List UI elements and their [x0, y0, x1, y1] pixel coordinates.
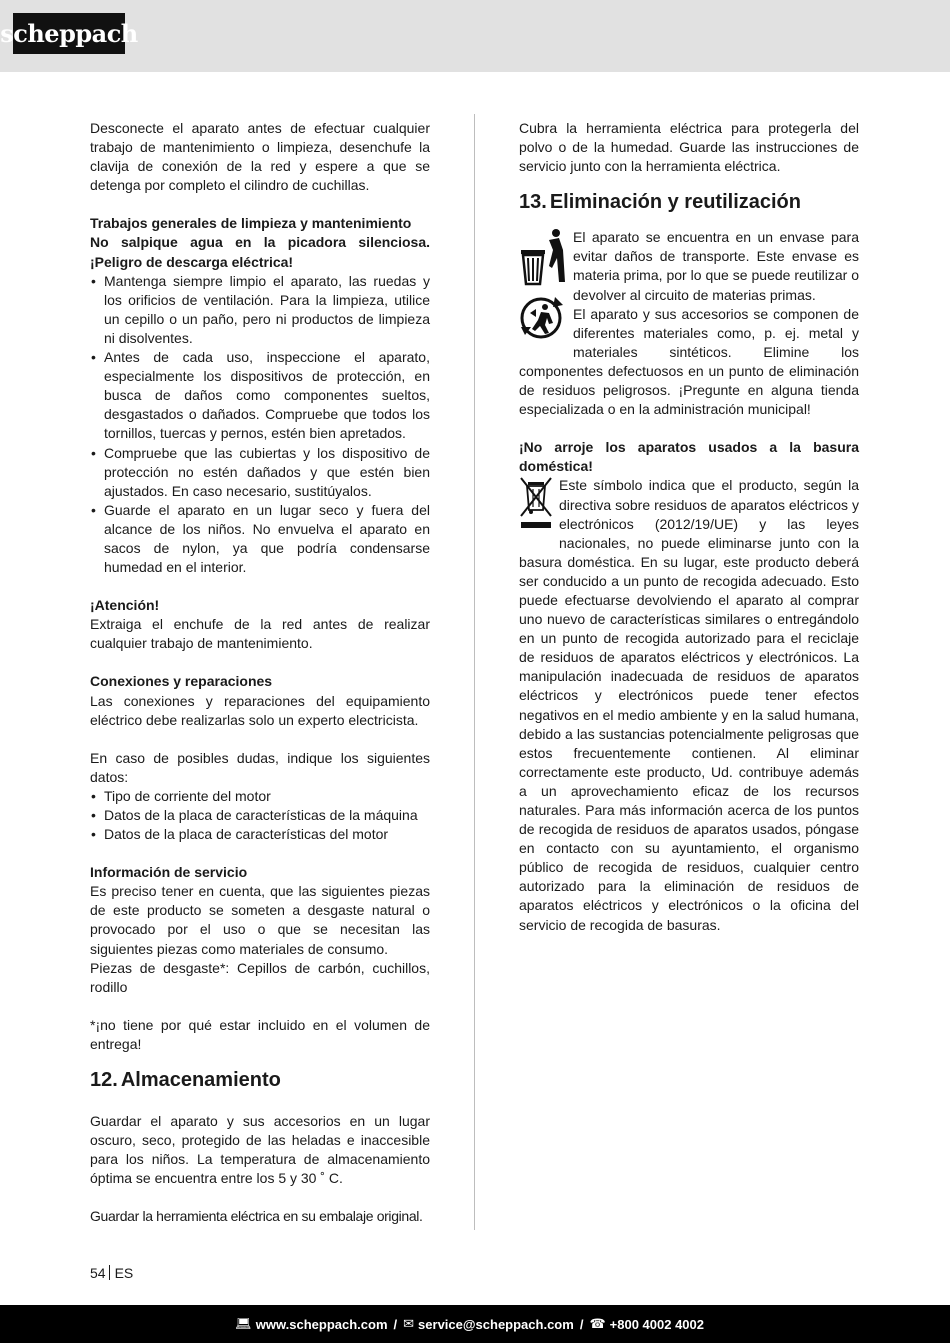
- scheppach-logo: scheppach: [13, 13, 125, 54]
- email-link[interactable]: service@scheppach.com: [418, 1316, 574, 1332]
- phone-number[interactable]: +800 4002 4002: [609, 1316, 704, 1332]
- cleaning-list: [90, 272, 430, 578]
- recycle-icon: [519, 295, 567, 341]
- column-divider: [474, 114, 475, 1230]
- cover-paragraph: Cubra la herramienta eléctrica para protegerla del polvo o de la humedad. Guarde las instrucciones de servicio junto con la herramienta eléctrica.: [519, 120, 859, 175]
- section-title: Eliminación y reutilización: [549, 191, 801, 214]
- list-item: • Compruebe que las cubiertas y los dispositivo de protección no estén dañados y que estén bien ajustados. En caso necesario, sustitúyalos.: [90, 444, 430, 501]
- list-item: • Antes de cada uso, inspeccione el aparato, especialmente los dispositivos de protección, en busca de daños como componentes sueltos, desgastados o dañados. Compruebe que todos los tornillos, tuercas y pernos, estén bien apretados.: [90, 348, 430, 443]
- disconnect-paragraph: Desconecte el aparato antes de efectuar cualquier trabajo de mantenimiento o limpieza, desenchufe la clavija de conexión de la red y espere a que se detenga por completo el cilindro de cuchillas.: [90, 120, 430, 194]
- doubts-list: [90, 787, 430, 844]
- laptop-icon: 💻︎: [235, 1316, 252, 1331]
- doubts-text: En caso de posibles dudas, indique los siguientes datos:: [90, 749, 430, 785]
- cleaning-warning: No salpique agua en la picadora silenciosa. ¡Peligro de descarga eléctrica!: [90, 234, 430, 270]
- packaging-text: El aparato se encuentra en un envase para evitar daños de transporte. Este envase es materia prima, por lo que se puede reutilizar o devolver al circuito de materias primas.: [573, 229, 859, 303]
- attention-heading: ¡Atención!: [90, 597, 160, 614]
- weee-icon-wrap: [519, 476, 553, 537]
- list-item: • Guarde el aparato en un lugar seco y fuera del alcance de los niños. No envuelva el aparato en sacos de nylon, ya que podría condensarse humedad en el interior.: [90, 501, 430, 577]
- left-column: [90, 119, 430, 1227]
- crossed-bin-icon: [519, 476, 553, 532]
- service-text: Es preciso tener en cuenta, que las siguientes piezas de este producto se someten a desgaste natural o provocado por el uso o que se necesitan las siguientes piezas como materiales de consumo.: [90, 883, 430, 957]
- footnote: *¡no tiene por qué estar incluido en el volumen de entrega!: [90, 1016, 430, 1052]
- mail-icon: ✉: [403, 1316, 415, 1331]
- language-code: ES: [114, 1265, 134, 1281]
- list-item: • Datos de la placa de características del motor: [90, 825, 430, 844]
- connections-heading: Conexiones y reparaciones: [90, 673, 273, 690]
- phone-icon: ☎: [589, 1316, 606, 1331]
- weee-heading: ¡No arroje los aparatos usados a la basura doméstica!: [519, 439, 859, 475]
- weee-text: Este símbolo indica que el producto, según la directiva sobre residuos de aparatos eléctricos y electrónicos (2012/19/UE) y las leyes nacionales, no puede eliminarse junto con la basura doméstica. En su lugar, este producto deberá ser conducido a un punto de recogida adecuado. Esto puede efectuarse devolviendo el aparato al comprar uno nuevo de características similares o entregándolo en un punto de recogida autorizado para el reciclaje de residuos de aparatos eléctricos y electrónicos. La manipulación inadecuada de residuos de aparatos eléctricos y electrónicos puede tener efectos negativos en el medio ambiente y en la salud humana, debido a las sustancias potencialmente peligrosas que estos frecuentemente contienen. Al eliminar correctamente este producto, Ud. contribuye además a un aprovechamiento eficaz de los recursos naturales. Para más información acerca de los puntos de recogida de residuos de aparatos usados, póngase en contacto con su ayuntamiento, el organismo público de recogida de residuos, cualquier centro autorizado para la eliminación de residuos de aparatos eléctricos y electrónicos o la oficina del servicio de recogida de basuras.: [519, 477, 859, 933]
- list-item: • Tipo de corriente del motor: [90, 787, 430, 806]
- list-item: • Datos de la placa de características de la máquina: [90, 806, 430, 825]
- page-header: [0, 0, 950, 72]
- section-heading-storage: [90, 1067, 430, 1093]
- materials-text: El aparato y sus accesorios se componen de diferentes materiales como, p. ej. metal y materiales sintéticos. Elimine los componentes defectuosos en un punto de eliminación de residuos peligrosos. ¡Pregunte en alguna tienda especializada o en la administración municipal!: [519, 305, 859, 418]
- page-number-value: 54: [90, 1265, 106, 1281]
- recycling-block: [519, 228, 859, 419]
- right-column: [519, 119, 859, 935]
- website-link[interactable]: www.scheppach.com: [255, 1316, 388, 1332]
- storage-text: Guardar el aparato y sus accesorios en un lugar oscuro, seco, protegido de las heladas e inaccesible para los niños. La temperatura de almacenamiento óptima se encuentra entre los 5 y 30 ˚ C.: [90, 1113, 430, 1187]
- weee-block: [519, 476, 859, 934]
- list-item: • Mantenga siempre limpio el aparato, las ruedas y los orificios de ventilación. Para la limpieza, utilice un cepillo o un paño, pero ni productos de limpieza ni disolventes.: [90, 272, 430, 348]
- wear-parts: Piezas de desgaste*: Cepillos de carbón, cuchillos, rodillo: [90, 959, 430, 995]
- cleaning-heading: Trabajos generales de limpieza y mantenimiento: [90, 215, 412, 232]
- trash-bin-icon: [519, 228, 567, 288]
- section-heading-disposal: [519, 189, 859, 215]
- recycling-icons: [519, 228, 567, 346]
- section-number: 13.: [519, 191, 547, 214]
- connections-text: Las conexiones y reparaciones del equipamiento eléctrico debe realizarlas solo un experto electricista.: [90, 692, 430, 728]
- storage-packaging: Guardar la herramienta eléctrica en su embalaje original.: [90, 1208, 423, 1225]
- attention-text: Extraiga el enchufe de la red antes de realizar cualquier trabajo de mantenimiento.: [90, 616, 430, 652]
- page-number: [90, 1264, 133, 1283]
- section-title: Almacenamiento: [120, 1069, 281, 1092]
- section-number: 12.: [90, 1069, 118, 1092]
- service-heading: Información de servicio: [90, 864, 248, 881]
- contact-footer: 💻︎ www.scheppach.com / ✉ service@scheppach.com / ☎ +800 4002 4002: [0, 1305, 950, 1343]
